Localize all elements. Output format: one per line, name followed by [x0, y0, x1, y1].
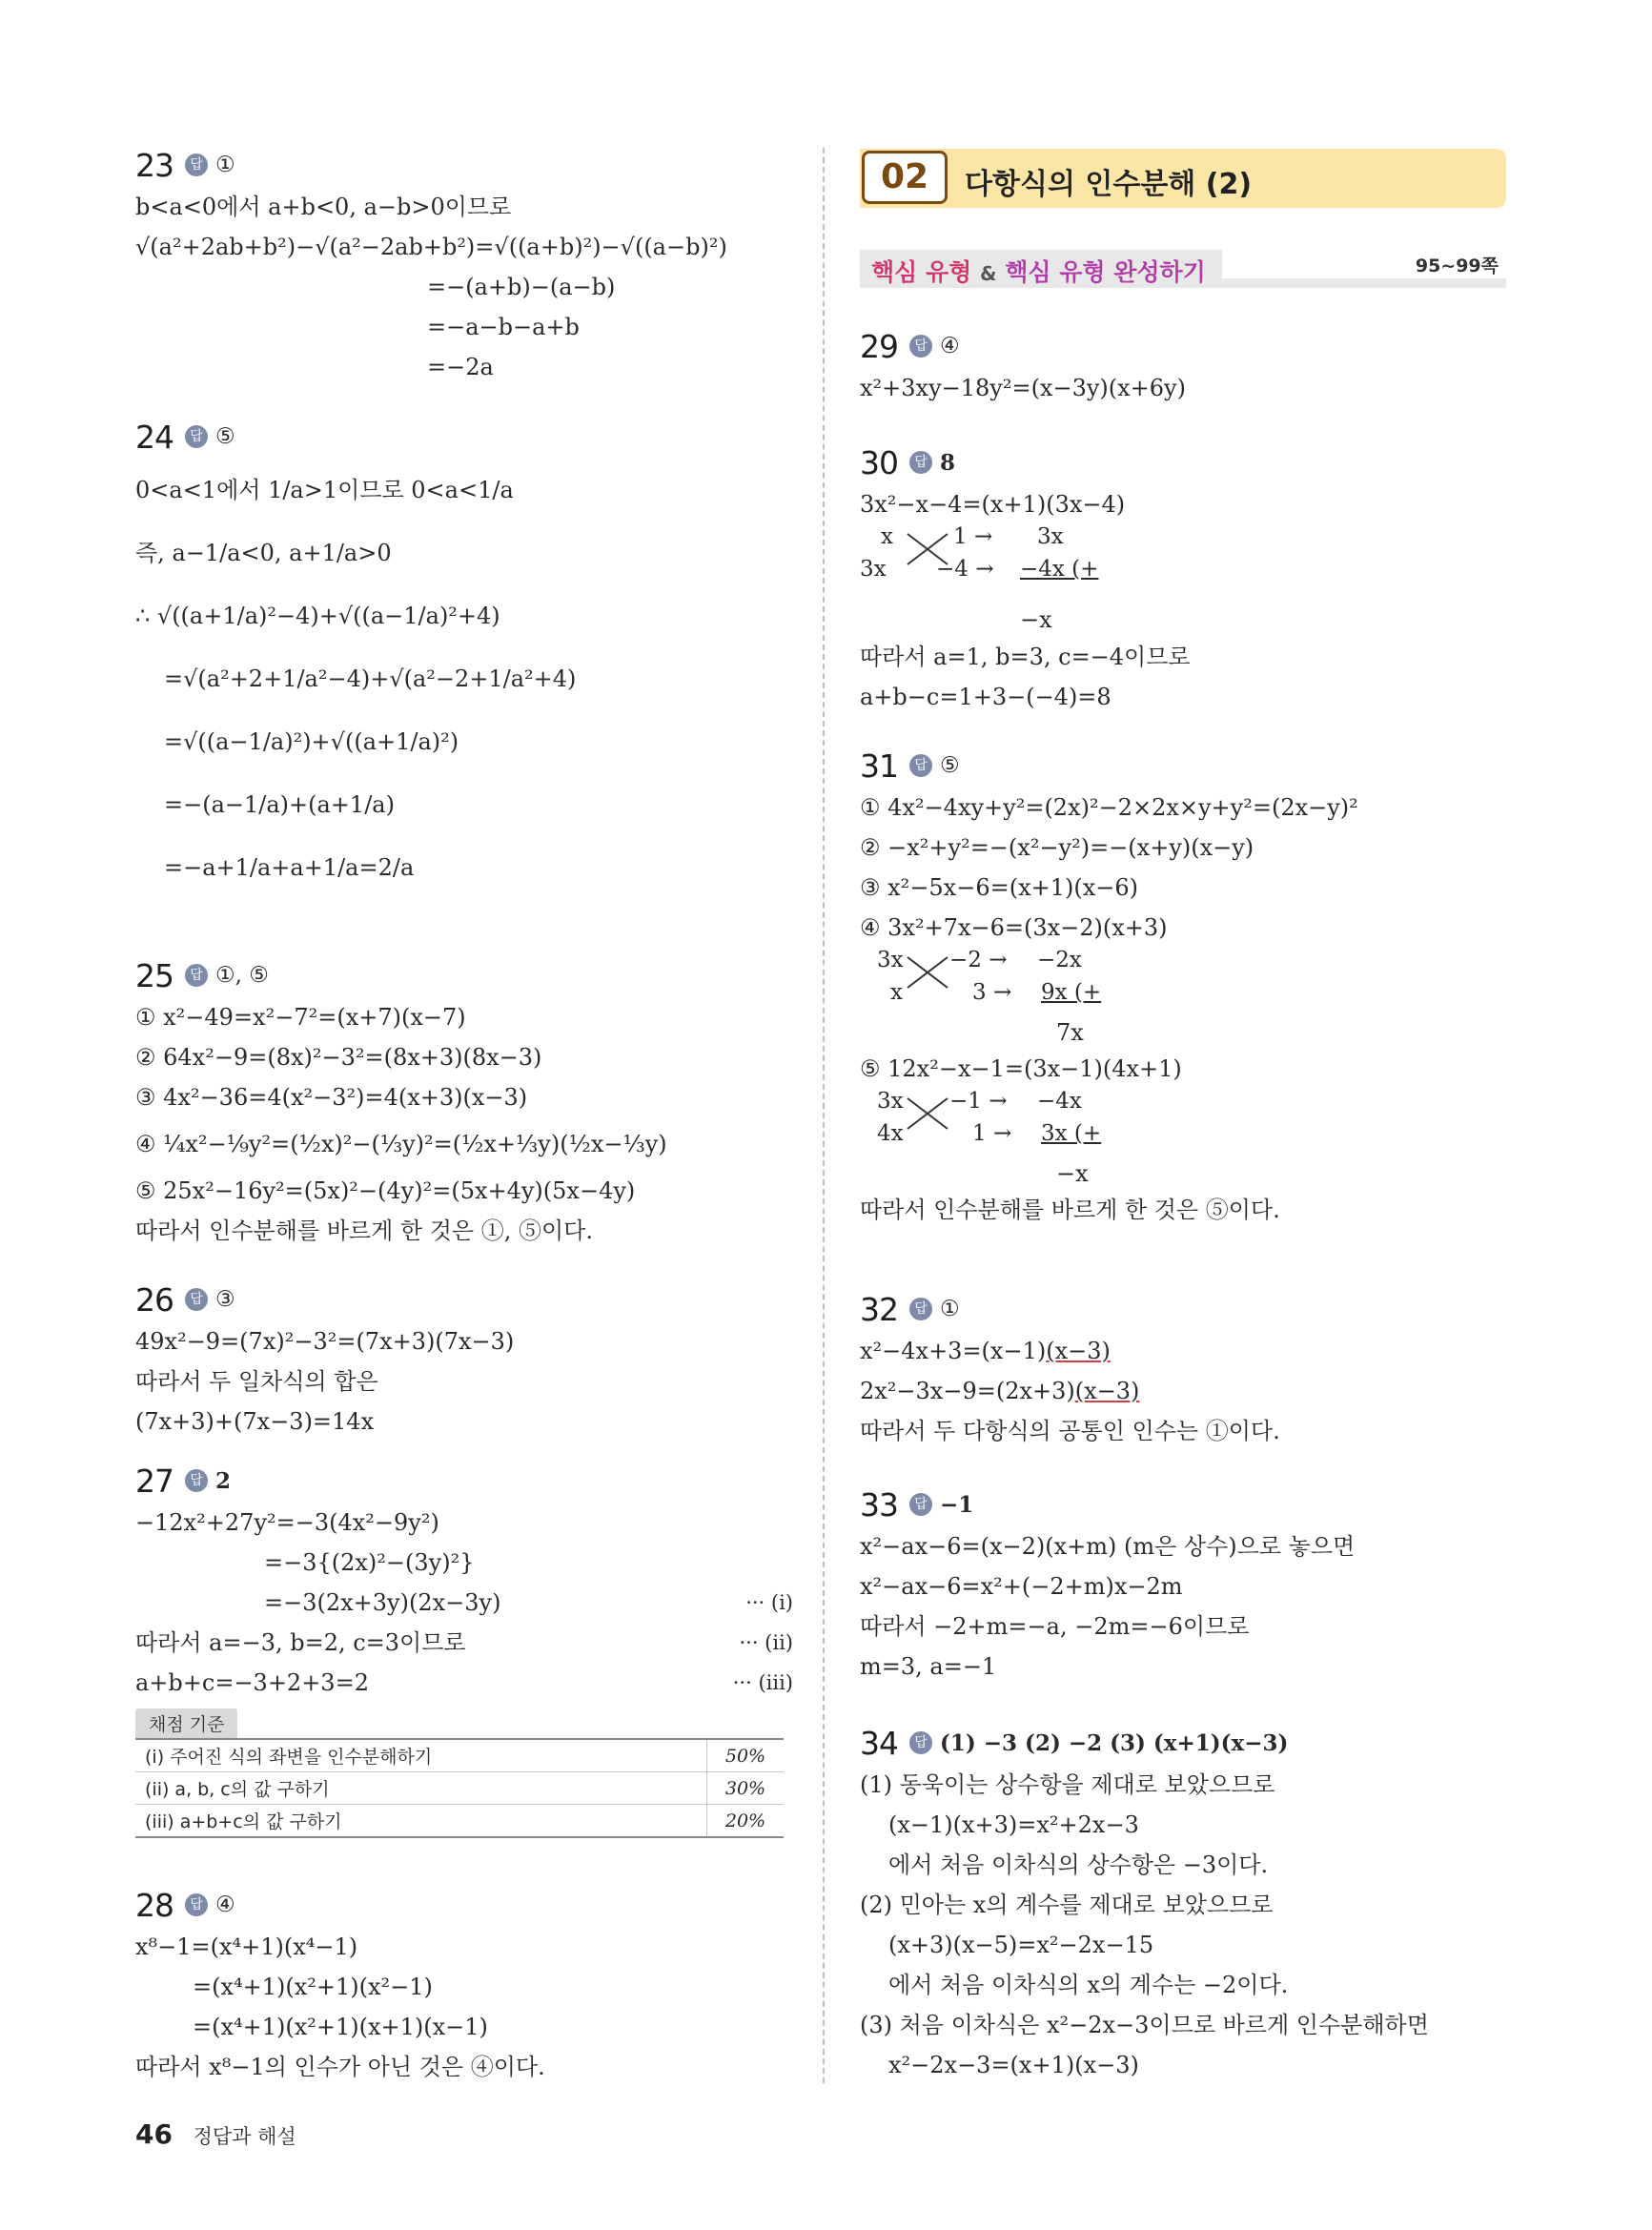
solution-line: ⑤ 25x²−16y²=(5x)²−(4y)²=(5x+4y)(5x−4y): [135, 1177, 636, 1204]
unit-header: [860, 149, 1506, 208]
answer-badge: 답: [909, 1493, 932, 1516]
problem-34: [860, 1721, 1518, 2085]
solution-line: =√(a²+2+1/a²−4)+√(a²−2+1/a²+4): [164, 665, 577, 692]
solution-line: ∴ √((a+1/a)²−4)+√((a−1/a)²+4): [135, 603, 500, 629]
problem-23: [135, 143, 793, 387]
solution-line: x²−2x−3=(x+1)(x−3): [888, 2052, 1139, 2078]
problem-number: 24: [135, 418, 173, 456]
cross-sum: 7x: [1056, 1019, 1084, 1046]
problem-number: 29: [860, 327, 898, 365]
table-row: (ii) a, b, c의 값 구하기 30%: [135, 1772, 784, 1805]
answer: ①, ⑤: [215, 963, 269, 988]
unit-number: 02: [862, 151, 948, 204]
section-subheader: 핵심 유형 & 핵심 유형 완성하기 95~99쪽: [860, 250, 1506, 288]
solution-line: −12x²+27y²=−3(4x²−9y²): [135, 1509, 439, 1536]
solution-line: 따라서 −2+m=−a, −2m=−6이므로: [860, 1613, 1250, 1640]
problem-number: 32: [860, 1290, 898, 1328]
conclusion: 따라서 인수분해를 바르게 한 것은 ①, ⑤이다.: [135, 1217, 593, 1244]
solution-line: ④ 3x²+7x−6=(3x−2)(x+3): [860, 914, 1168, 941]
solution-line: m=3, a=−1: [860, 1653, 997, 1680]
step-marker: ··· (i): [745, 1591, 793, 1614]
problem-number: 28: [135, 1886, 173, 1924]
problem-number: 23: [135, 146, 173, 184]
table-row: (iii) a+b+c의 값 구하기 20%: [135, 1805, 784, 1838]
solution-line: (x−1)(x+3)=x²+2x−3: [888, 1811, 1139, 1838]
solution-line: x²−ax−6=(x−2)(x+m) (m은 상수)으로 놓으면: [860, 1533, 1356, 1560]
solution-line: ③ x²−5x−6=(x+1)(x−6): [860, 874, 1138, 901]
solution-line: 에서 처음 이차식의 상수항은 −3이다.: [888, 1852, 1269, 1878]
solution-line: x²−ax−6=x²+(−2+m)x−2m: [860, 1573, 1183, 1600]
answer-badge: 답: [909, 451, 932, 474]
page-range: 95~99쪽: [1415, 256, 1499, 276]
problem-number: 33: [860, 1485, 898, 1524]
problem-26: [135, 1278, 793, 1442]
problem-number: 34: [860, 1724, 898, 1762]
answer-badge: 답: [909, 1731, 932, 1754]
page-number: 46: [135, 2118, 173, 2150]
problem-32: [860, 1287, 1518, 1451]
solution-line: ··· (ii) 따라서 a=−3, b=2, c=3이므로: [135, 1623, 793, 1663]
common-factor: (x−3): [1074, 1378, 1140, 1404]
conclusion: 따라서 두 다항식의 공통인 인수는 ①이다.: [860, 1418, 1280, 1444]
problem-number: 27: [135, 1462, 173, 1500]
cross-sum: −x: [1020, 606, 1052, 633]
solution-line: ④ ¼x²−⅑y²=(½x)²−(⅓y)²=(½x+⅓y)(½x−⅓y): [135, 1131, 667, 1157]
solution-line: (3) 처음 이차식은 x²−2x−3이므로 바르게 인수분해하면: [860, 2012, 1429, 2038]
answer-badge: 답: [909, 754, 932, 777]
answer: ③: [215, 1287, 235, 1312]
answer-badge: 답: [185, 964, 208, 987]
solution-line: =−(a+b)−(a−b): [427, 274, 616, 300]
answer: −1: [940, 1491, 974, 1518]
rubric-tag: 채점 기준: [135, 1708, 237, 1738]
problem-25: [135, 953, 793, 1251]
solution-line: ② 64x²−9=(8x)²−3²=(8x+3)(8x−3): [135, 1044, 542, 1071]
solution-line: ··· (i) =−3(2x+3y)(2x−3y): [135, 1583, 793, 1623]
solution-line: x²+3xy−18y²=(x−3y)(x+6y): [860, 375, 1186, 401]
step-marker: ··· (iii): [732, 1671, 793, 1694]
cross-icon: [906, 1095, 949, 1133]
solution-line: a+b−c=1+3−(−4)=8: [860, 684, 1112, 710]
common-factor: (x−3): [1046, 1338, 1111, 1364]
problem-number: 30: [860, 443, 898, 481]
problem-31: [860, 744, 1518, 1230]
solution-line: b<a<0에서 a+b<0, a−b>0이므로: [135, 194, 512, 220]
unit-title: 다항식의 인수분해 (2): [965, 168, 1253, 201]
solution-line: √(a²+2ab+b²)−√(a²−2ab+b²)=√((a+b)²)−√((a−b)²): [135, 234, 727, 260]
solution-line: ① 4x²−4xy+y²=(2x)²−2×2x×y+y²=(2x−y)²: [860, 794, 1358, 821]
solution-line: ③ 4x²−36=4(x²−3²)=4(x+3)(x−3): [135, 1084, 528, 1111]
solution-line: =(x⁴+1)(x²+1)(x²−1): [193, 1974, 433, 2000]
solution-line: 2x²−3x−9=(2x+3)(x−3): [860, 1378, 1140, 1404]
solution-line: 따라서 a=1, b=3, c=−4이므로: [860, 644, 1191, 670]
answer-badge: 답: [185, 153, 208, 176]
answer-badge: 답: [909, 1298, 932, 1320]
answer: ①: [215, 153, 235, 177]
solution-line: (7x+3)+(7x−3)=14x: [135, 1408, 375, 1435]
problem-33: [860, 1483, 1518, 1687]
problem-number: 31: [860, 747, 898, 785]
answer: ⑤: [940, 753, 960, 778]
problem-30: [860, 440, 1518, 717]
scoring-rubric: [135, 1708, 784, 1838]
cross-multiplication: 3x x −2 → 3 → −2x 9x (+: [877, 948, 1102, 1005]
answer-badge: 답: [909, 335, 932, 358]
solution-line: =−3{(2x)²−(3y)²}: [264, 1549, 475, 1576]
answer: ①: [940, 1297, 960, 1321]
solution-line: 따라서 두 일차식의 합은: [135, 1368, 378, 1395]
cross-sum: −x: [1056, 1160, 1089, 1187]
solution-line: (x+3)(x−5)=x²−2x−15: [888, 1932, 1154, 1958]
problem-number: 25: [135, 956, 173, 994]
solution-line: 에서 처음 이차식의 x의 계수는 −2이다.: [888, 1972, 1289, 1998]
solution-line: 49x²−9=(7x)²−3²=(7x+3)(7x−3): [135, 1328, 515, 1355]
answer: ④: [940, 334, 960, 358]
problem-27: [135, 1459, 793, 1838]
conclusion: 따라서 인수분해를 바르게 한 것은 ⑤이다.: [860, 1197, 1280, 1223]
solution-line: =−(a−1/a)+(a+1/a): [164, 791, 395, 818]
page-footer: [135, 2118, 296, 2150]
solution-line: =−a+1/a+a+1/a=2/a: [164, 854, 415, 881]
solution-line: 즉, a−1/a<0, a+1/a>0: [135, 540, 392, 566]
solution-line: =(x⁴+1)(x²+1)(x+1)(x−1): [193, 2014, 488, 2040]
solution-line: =−a−b−a+b: [427, 314, 580, 340]
solution-line: ··· (iii) a+b+c=−3+2+3=2: [135, 1663, 793, 1703]
answer-badge: 답: [185, 1893, 208, 1916]
column-divider: [823, 148, 825, 2083]
answer: ④: [215, 1892, 235, 1917]
solution-line: ⑤ 12x²−x−1=(3x−1)(4x+1): [860, 1055, 1182, 1082]
solution-line: =√((a−1/a)²)+√((a+1/a)²): [164, 728, 459, 755]
solution-line: ① x²−49=x²−7²=(x+7)(x−7): [135, 1004, 466, 1031]
answer: 8: [940, 449, 956, 476]
solution-line: 0<a<1에서 1/a>1이므로 0<a<1/a: [135, 477, 514, 503]
problem-28: [135, 1883, 793, 2087]
answer-badge: 답: [185, 425, 208, 448]
answer: (1) −3 (2) −2 (3) (x+1)(x−3): [940, 1729, 1289, 1756]
footer-label: 정답과 해설: [193, 2125, 296, 2148]
solution-line: =−2a: [427, 354, 494, 380]
problem-24: [135, 415, 793, 899]
cross-multiplication: x 3x 1 → −4 → 3x −4x (+: [860, 524, 1099, 582]
solution-line: (2) 민아는 x의 계수를 제대로 보았으므로: [860, 1892, 1274, 1918]
problem-29: [860, 324, 1518, 408]
cross-icon: [906, 953, 949, 992]
step-marker: ··· (ii): [739, 1631, 793, 1654]
solution-line: ② −x²+y²=−(x²−y²)=−(x+y)(x−y): [860, 834, 1254, 861]
rubric-table: [135, 1738, 784, 1838]
problem-number: 26: [135, 1280, 173, 1319]
answer: 2: [215, 1467, 232, 1494]
conclusion: 따라서 x⁸−1의 인수가 아닌 것은 ④이다.: [135, 2054, 545, 2080]
cross-multiplication: 3x 4x −1 → 1 → −4x 3x (+: [877, 1089, 1102, 1146]
answer: ⑤: [215, 424, 235, 449]
table-row: (i) 주어진 식의 좌변을 인수분해하기 50%: [135, 1739, 784, 1772]
solution-line: 3x²−x−4=(x+1)(3x−4): [860, 491, 1126, 518]
answer-badge: 답: [185, 1469, 208, 1492]
solution-line: x⁸−1=(x⁴+1)(x⁴−1): [135, 1933, 358, 1960]
answer-badge: 답: [185, 1288, 208, 1311]
solution-line: x²−4x+3=(x−1)(x−3): [860, 1338, 1111, 1364]
solution-line: (1) 동욱이는 상수항을 제대로 보았으므로: [860, 1771, 1275, 1798]
